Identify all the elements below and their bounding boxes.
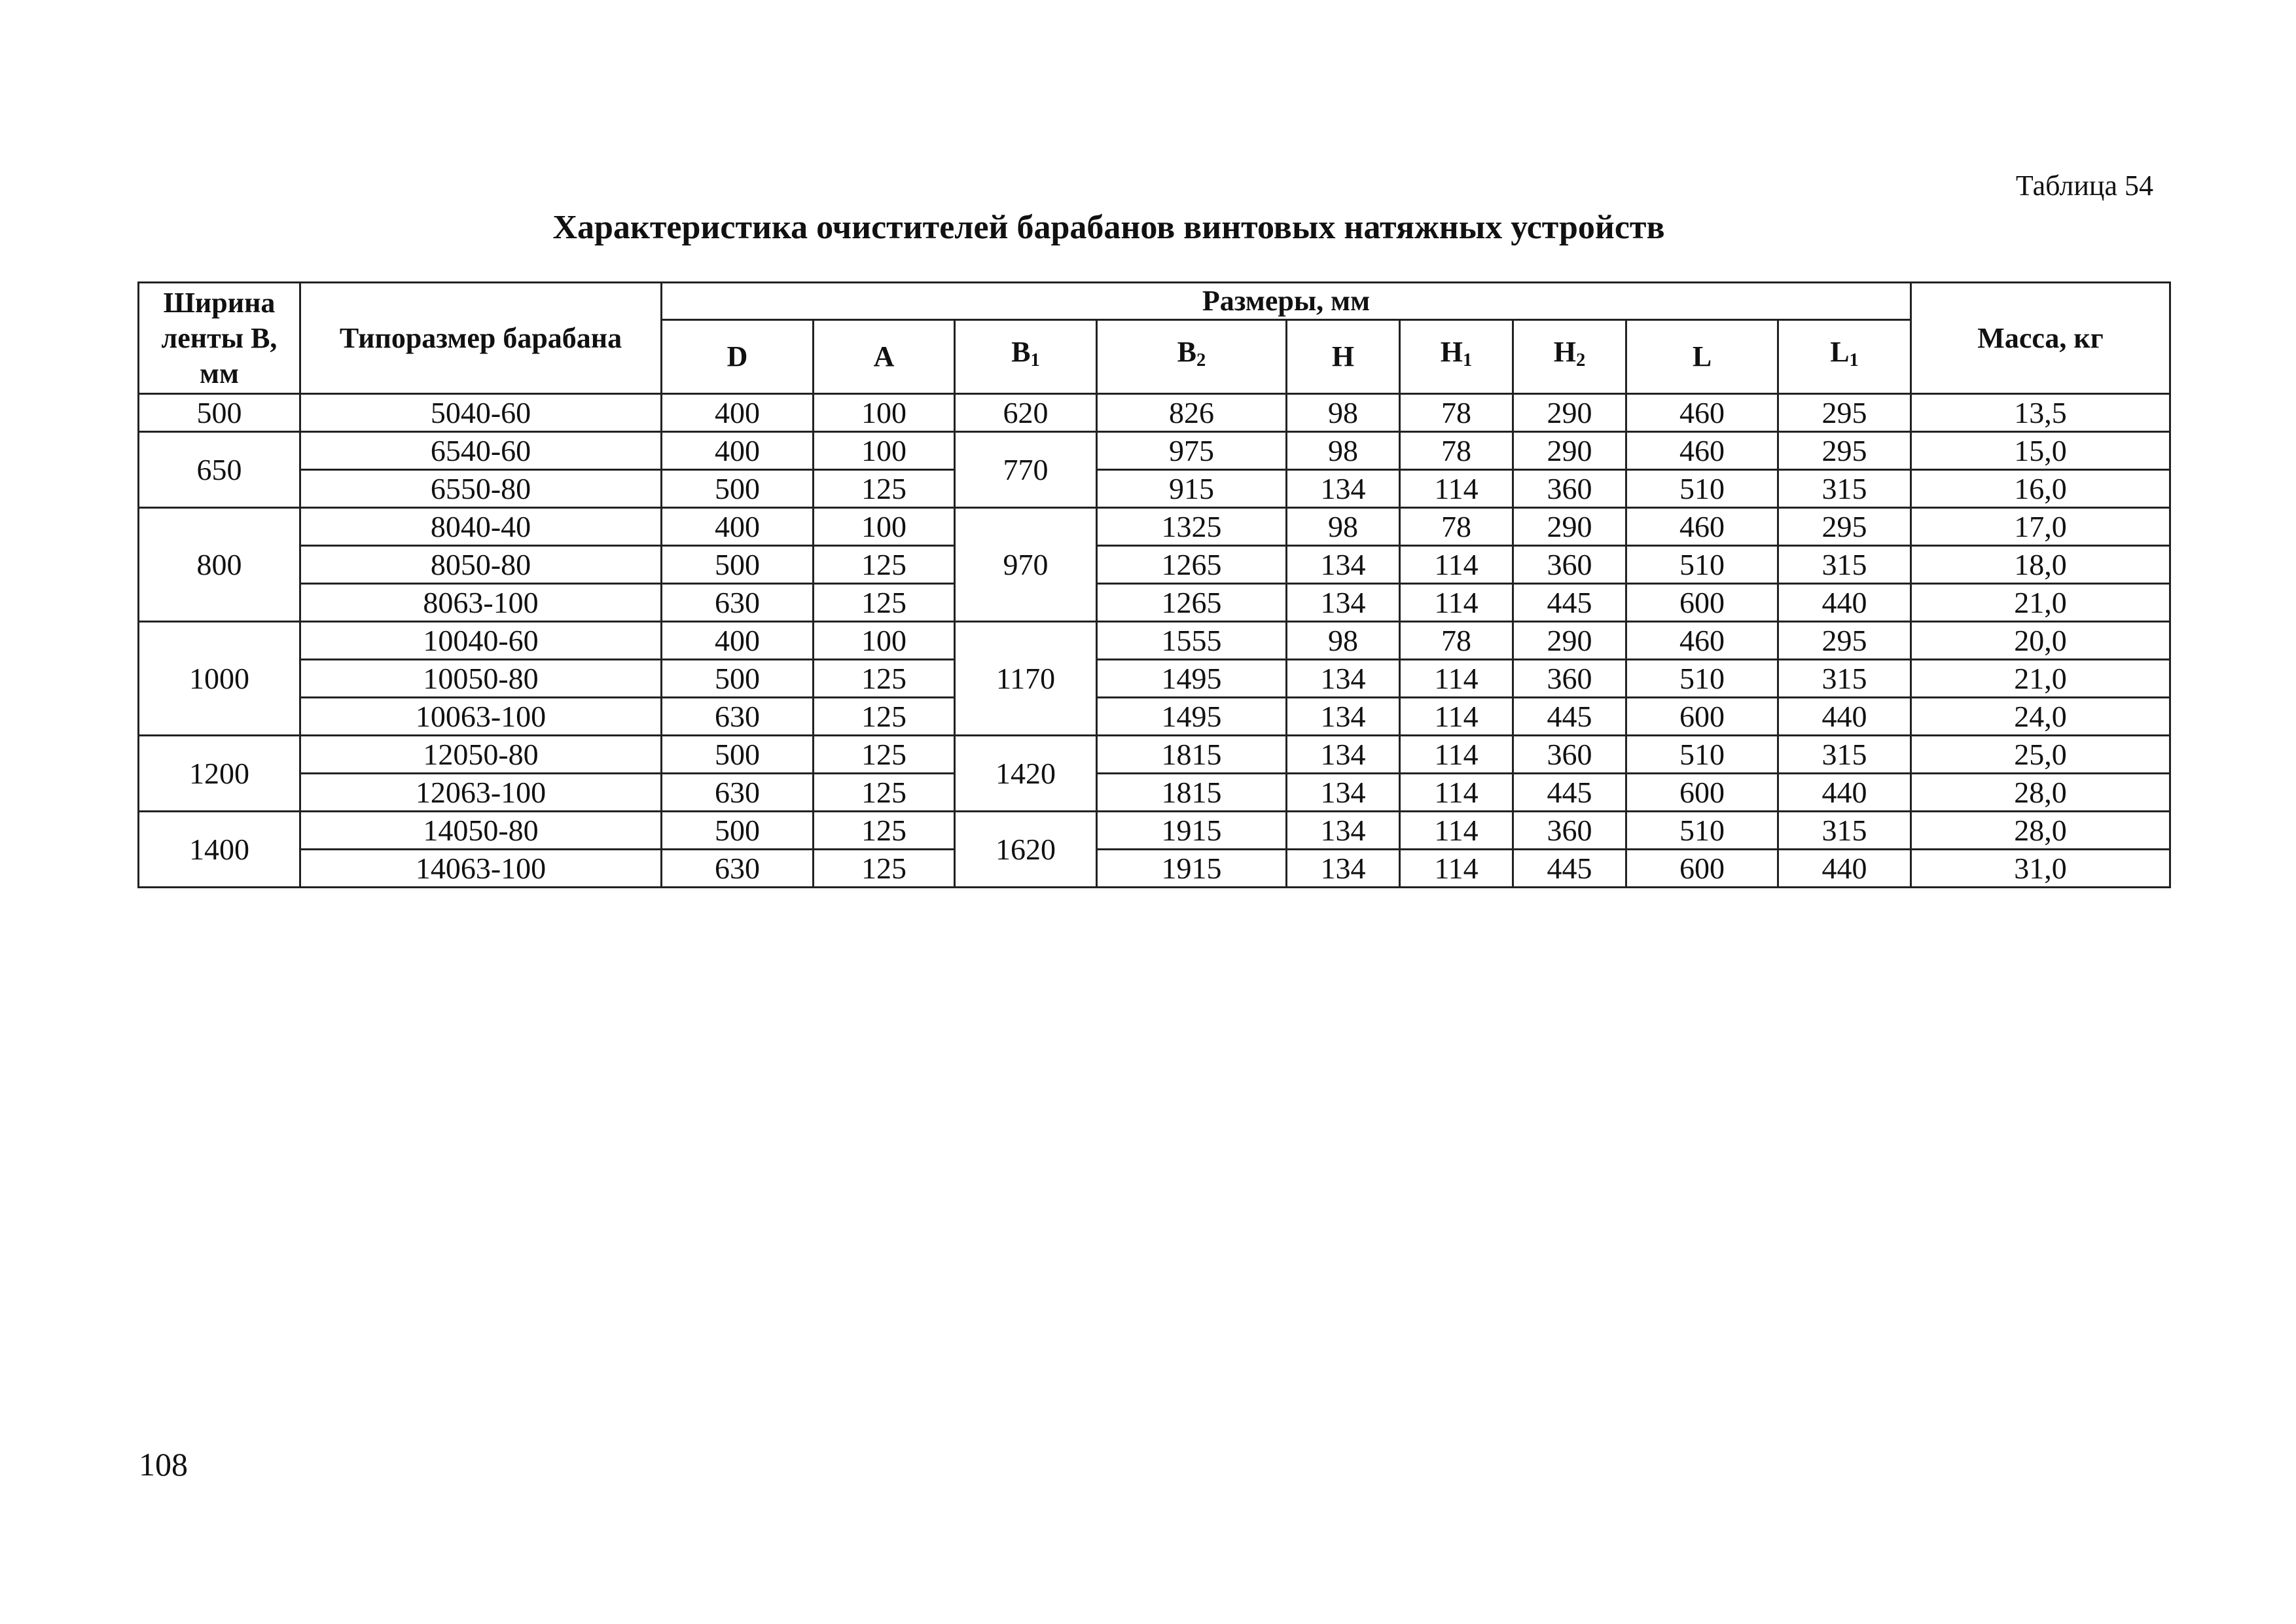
header-d: D — [662, 320, 814, 394]
cell-b2: 1815 — [1097, 736, 1287, 774]
cell-h2: 445 — [1513, 850, 1626, 888]
cell-h1: 78 — [1400, 622, 1513, 660]
cell-b1: 1420 — [955, 736, 1097, 812]
table-row — [139, 470, 2170, 508]
cell-h: 134 — [1287, 470, 1400, 508]
header-l1-subscript: 1 — [1849, 350, 1859, 371]
header-b1 — [955, 320, 1097, 394]
table-row — [139, 622, 2170, 660]
table-row — [139, 812, 2170, 850]
cell-h: 134 — [1287, 774, 1400, 812]
cell-h2: 360 — [1513, 736, 1626, 774]
cell-b1: 1170 — [955, 622, 1097, 736]
cell-a: 100 — [814, 394, 955, 432]
cell-h: 98 — [1287, 622, 1400, 660]
cell-belt-width: 1400 — [139, 812, 300, 888]
cell-h2: 445 — [1513, 698, 1626, 736]
cell-a: 125 — [814, 546, 955, 584]
cell-h: 134 — [1287, 850, 1400, 888]
cell-h2: 360 — [1513, 470, 1626, 508]
cell-h1: 78 — [1400, 432, 1513, 470]
cell-l1: 440 — [1778, 698, 1911, 736]
cell-d: 500 — [662, 470, 814, 508]
cell-h: 134 — [1287, 584, 1400, 622]
cell-h: 98 — [1287, 432, 1400, 470]
cell-h1: 114 — [1400, 774, 1513, 812]
cell-size: 6550-80 — [300, 470, 662, 508]
cell-h: 98 — [1287, 394, 1400, 432]
cell-h2: 445 — [1513, 584, 1626, 622]
cell-size: 5040-60 — [300, 394, 662, 432]
cell-l: 600 — [1626, 850, 1778, 888]
cell-b2: 826 — [1097, 394, 1287, 432]
header-h2 — [1513, 320, 1626, 394]
cell-h1: 114 — [1400, 584, 1513, 622]
cell-d: 500 — [662, 660, 814, 698]
cell-size: 10050-80 — [300, 660, 662, 698]
header-mass: Масса, кг — [1911, 283, 2170, 394]
cell-belt-width: 1200 — [139, 736, 300, 812]
cell-a: 125 — [814, 660, 955, 698]
cell-l1: 315 — [1778, 470, 1911, 508]
cell-h1: 114 — [1400, 698, 1513, 736]
cell-l1: 295 — [1778, 508, 1911, 546]
cell-d: 500 — [662, 546, 814, 584]
cell-d: 630 — [662, 774, 814, 812]
cell-d: 500 — [662, 736, 814, 774]
cell-d: 400 — [662, 508, 814, 546]
cell-b2: 1495 — [1097, 660, 1287, 698]
cell-h1: 114 — [1400, 470, 1513, 508]
cell-a: 125 — [814, 584, 955, 622]
cell-a: 100 — [814, 508, 955, 546]
cell-l: 510 — [1626, 546, 1778, 584]
cell-d: 500 — [662, 812, 814, 850]
cell-mass: 25,0 — [1911, 736, 2170, 774]
cell-mass: 15,0 — [1911, 432, 2170, 470]
header-b2 — [1097, 320, 1287, 394]
cell-l: 510 — [1626, 470, 1778, 508]
cell-l1: 440 — [1778, 584, 1911, 622]
cell-h1: 114 — [1400, 812, 1513, 850]
cell-b2: 975 — [1097, 432, 1287, 470]
cell-h: 134 — [1287, 812, 1400, 850]
table-row — [139, 394, 2170, 432]
header-b2-subscript: 2 — [1196, 350, 1206, 371]
cell-size: 10063-100 — [300, 698, 662, 736]
cell-size: 12050-80 — [300, 736, 662, 774]
cell-l1: 295 — [1778, 432, 1911, 470]
header-l1 — [1778, 320, 1911, 394]
cell-h2: 290 — [1513, 432, 1626, 470]
cell-belt-width: 1000 — [139, 622, 300, 736]
cell-d: 630 — [662, 850, 814, 888]
page-number: 108 — [139, 1446, 188, 1483]
cell-h2: 445 — [1513, 774, 1626, 812]
table-header — [139, 283, 2170, 394]
cell-h1: 78 — [1400, 508, 1513, 546]
cell-h1: 114 — [1400, 546, 1513, 584]
cell-b1: 970 — [955, 508, 1097, 622]
cell-a: 100 — [814, 622, 955, 660]
table-row — [139, 698, 2170, 736]
cell-h2: 290 — [1513, 394, 1626, 432]
cell-mass: 16,0 — [1911, 470, 2170, 508]
cell-belt-width: 500 — [139, 394, 300, 432]
cell-l: 600 — [1626, 698, 1778, 736]
cell-belt-width: 650 — [139, 432, 300, 508]
cell-a: 125 — [814, 774, 955, 812]
table-row — [139, 736, 2170, 774]
cell-h2: 360 — [1513, 546, 1626, 584]
cell-a: 125 — [814, 850, 955, 888]
header-b1-subscript: 1 — [1030, 350, 1040, 371]
cell-mass: 24,0 — [1911, 698, 2170, 736]
cell-b2: 1265 — [1097, 584, 1287, 622]
cell-mass: 28,0 — [1911, 812, 2170, 850]
table-row — [139, 546, 2170, 584]
cell-l1: 440 — [1778, 850, 1911, 888]
cell-a: 125 — [814, 470, 955, 508]
table-row — [139, 774, 2170, 812]
cell-size: 12063-100 — [300, 774, 662, 812]
cell-l: 510 — [1626, 812, 1778, 850]
cell-d: 630 — [662, 698, 814, 736]
cell-b2: 1815 — [1097, 774, 1287, 812]
cell-b1: 1620 — [955, 812, 1097, 888]
table-row — [139, 660, 2170, 698]
cell-a: 125 — [814, 812, 955, 850]
header-h1-letter: H — [1440, 336, 1463, 369]
cell-d: 400 — [662, 622, 814, 660]
header-b1-letter: B — [1011, 336, 1031, 369]
cell-l: 460 — [1626, 394, 1778, 432]
cell-b2: 1495 — [1097, 698, 1287, 736]
cell-l: 600 — [1626, 774, 1778, 812]
cell-size: 8040-40 — [300, 508, 662, 546]
cell-b2: 1915 — [1097, 812, 1287, 850]
cell-b2: 1555 — [1097, 622, 1287, 660]
cell-d: 630 — [662, 584, 814, 622]
table-body — [139, 394, 2170, 888]
header-b2-letter: B — [1177, 336, 1197, 369]
document-title: Характеристика очистителей барабанов винтовых натяжных устройств — [552, 209, 1665, 246]
table-row — [139, 432, 2170, 470]
cell-h2: 290 — [1513, 508, 1626, 546]
cell-l: 510 — [1626, 736, 1778, 774]
cell-b1: 620 — [955, 394, 1097, 432]
cell-size: 10040-60 — [300, 622, 662, 660]
header-h2-subscript: 2 — [1575, 350, 1586, 371]
header-h: H — [1287, 320, 1400, 394]
cell-b2: 1325 — [1097, 508, 1287, 546]
cell-l1: 315 — [1778, 812, 1911, 850]
spec-table — [137, 281, 2171, 888]
cell-l: 460 — [1626, 508, 1778, 546]
cell-h2: 360 — [1513, 812, 1626, 850]
cell-size: 8050-80 — [300, 546, 662, 584]
cell-size: 14063-100 — [300, 850, 662, 888]
header-belt-width: Ширина ленты В, мм — [139, 283, 300, 394]
header-a: A — [814, 320, 955, 394]
cell-l1: 315 — [1778, 736, 1911, 774]
header-h1-subscript: 1 — [1462, 350, 1473, 371]
cell-h1: 114 — [1400, 736, 1513, 774]
cell-l1: 295 — [1778, 394, 1911, 432]
cell-mass: 18,0 — [1911, 546, 2170, 584]
header-dimensions: Размеры, мм — [662, 283, 1911, 320]
table-row — [139, 584, 2170, 622]
cell-b2: 1915 — [1097, 850, 1287, 888]
cell-mass: 17,0 — [1911, 508, 2170, 546]
header-drum-size: Типоразмер барабана — [300, 283, 662, 394]
cell-mass: 13,5 — [1911, 394, 2170, 432]
cell-h2: 290 — [1513, 622, 1626, 660]
header-l1-letter: L — [1830, 336, 1850, 369]
cell-d: 400 — [662, 394, 814, 432]
table-row — [139, 508, 2170, 546]
cell-mass: 31,0 — [1911, 850, 2170, 888]
cell-b2: 915 — [1097, 470, 1287, 508]
cell-mass: 21,0 — [1911, 660, 2170, 698]
cell-h1: 78 — [1400, 394, 1513, 432]
cell-l1: 315 — [1778, 660, 1911, 698]
cell-a: 100 — [814, 432, 955, 470]
cell-mass: 20,0 — [1911, 622, 2170, 660]
cell-b1: 770 — [955, 432, 1097, 508]
cell-h: 134 — [1287, 546, 1400, 584]
cell-mass: 21,0 — [1911, 584, 2170, 622]
cell-l: 460 — [1626, 622, 1778, 660]
header-l: L — [1626, 320, 1778, 394]
cell-l: 460 — [1626, 432, 1778, 470]
cell-h: 134 — [1287, 698, 1400, 736]
cell-b2: 1265 — [1097, 546, 1287, 584]
cell-size: 6540-60 — [300, 432, 662, 470]
cell-mass: 28,0 — [1911, 774, 2170, 812]
cell-h: 134 — [1287, 736, 1400, 774]
header-h2-letter: H — [1553, 336, 1576, 369]
cell-a: 125 — [814, 698, 955, 736]
cell-h2: 360 — [1513, 660, 1626, 698]
cell-l: 510 — [1626, 660, 1778, 698]
table-row — [139, 850, 2170, 888]
cell-d: 400 — [662, 432, 814, 470]
cell-belt-width: 800 — [139, 508, 300, 622]
cell-l: 600 — [1626, 584, 1778, 622]
cell-size: 8063-100 — [300, 584, 662, 622]
cell-l1: 315 — [1778, 546, 1911, 584]
cell-a: 125 — [814, 736, 955, 774]
cell-h: 134 — [1287, 660, 1400, 698]
cell-l1: 295 — [1778, 622, 1911, 660]
cell-h1: 114 — [1400, 850, 1513, 888]
cell-h1: 114 — [1400, 660, 1513, 698]
cell-l1: 440 — [1778, 774, 1911, 812]
table-label: Таблица 54 — [2015, 170, 2153, 202]
cell-size: 14050-80 — [300, 812, 662, 850]
header-h1 — [1400, 320, 1513, 394]
cell-h: 98 — [1287, 508, 1400, 546]
